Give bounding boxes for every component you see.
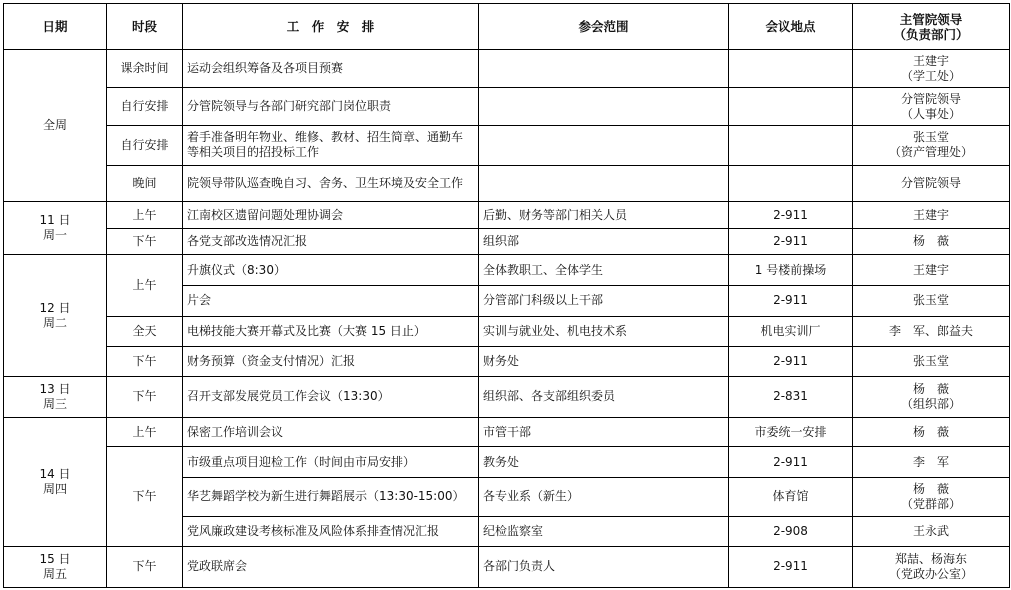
header-period: 时段	[107, 4, 183, 50]
header-work: 工 作 安 排	[183, 4, 479, 50]
date-cell: 14 日 周四	[4, 418, 107, 547]
period-cell: 自行安排	[107, 88, 183, 125]
table-row	[4, 316, 1010, 346]
leader-cell: 王建宇 （学工处）	[853, 50, 1010, 88]
leader-cell: 王永武	[853, 516, 1010, 546]
work-cell: 分管院领导与各部门研究部门岗位职责	[183, 88, 479, 125]
work-cell: 运动会组织筹备及各项目预赛	[183, 50, 479, 88]
work-cell: 片会	[183, 286, 479, 316]
leader-cell: 杨 薇 （组织部）	[853, 376, 1010, 417]
period-cell: 下午	[107, 346, 183, 376]
work-cell: 召开支部发展党员工作会议（13:30）	[183, 376, 479, 417]
work-cell: 保密工作培训会议	[183, 418, 479, 447]
work-cell: 院领导带队巡查晚自习、舍务、卫生环境及安全工作	[183, 165, 479, 201]
period-cell: 自行安排	[107, 125, 183, 165]
location-cell	[729, 125, 853, 165]
location-cell: 2-911	[729, 447, 853, 478]
leader-cell: 李 军	[853, 447, 1010, 478]
work-cell: 市级重点项目迎检工作（时间由市局安排）	[183, 447, 479, 478]
location-cell	[729, 165, 853, 201]
table-row	[4, 376, 1010, 417]
table-row	[4, 50, 1010, 88]
leader-cell: 杨 薇	[853, 418, 1010, 447]
scope-cell: 实训与就业处、机电技术系	[479, 316, 729, 346]
header-row	[4, 4, 1010, 50]
leader-cell: 王建宇	[853, 201, 1010, 228]
location-cell: 2-911	[729, 229, 853, 255]
leader-cell: 杨 薇 （党群部）	[853, 478, 1010, 516]
leader-cell: 郑喆、杨海东 （党政办公室）	[853, 546, 1010, 587]
period-cell: 上午	[107, 255, 183, 316]
location-cell: 2-911	[729, 346, 853, 376]
header-leader-line2: （负责部门）	[893, 26, 969, 42]
scope-cell	[479, 88, 729, 125]
scope-cell	[479, 50, 729, 88]
location-cell: 市委统一安排	[729, 418, 853, 447]
date-cell: 15 日 周五	[4, 546, 107, 587]
scope-cell: 财务处	[479, 346, 729, 376]
table-row	[4, 546, 1010, 587]
location-cell: 2-908	[729, 516, 853, 546]
date-cell: 全周	[4, 50, 107, 202]
period-cell: 全天	[107, 316, 183, 346]
table-row	[4, 255, 1010, 286]
scope-cell: 组织部	[479, 229, 729, 255]
header-scope: 参会范围	[479, 4, 729, 50]
location-cell: 2-911	[729, 546, 853, 587]
work-cell: 电梯技能大赛开幕式及比赛（大赛 15 日止）	[183, 316, 479, 346]
work-cell: 党风廉政建设考核标准及风险体系排查情况汇报	[183, 516, 479, 546]
table-row	[4, 125, 1010, 165]
scope-cell: 组织部、各支部组织委员	[479, 376, 729, 417]
table-row	[4, 346, 1010, 376]
leader-cell: 张玉堂	[853, 286, 1010, 316]
header-leader-line1: 主管院领导	[899, 11, 963, 27]
leader-cell: 分管院领导 （人事处）	[853, 88, 1010, 125]
table-row	[4, 201, 1010, 228]
location-cell	[729, 50, 853, 88]
scope-cell: 分管部门科级以上干部	[479, 286, 729, 316]
header-location: 会议地点	[729, 4, 853, 50]
scope-cell: 市管干部	[479, 418, 729, 447]
scope-cell: 各部门负责人	[479, 546, 729, 587]
header-leader	[853, 4, 1010, 50]
header-date: 日期	[4, 4, 107, 50]
leader-cell: 张玉堂 （资产管理处）	[853, 125, 1010, 165]
period-cell: 晚间	[107, 165, 183, 201]
period-cell: 下午	[107, 447, 183, 546]
leader-cell: 王建宇	[853, 255, 1010, 286]
location-cell: 2-911	[729, 286, 853, 316]
location-cell	[729, 88, 853, 125]
work-cell: 各党支部改选情况汇报	[183, 229, 479, 255]
location-cell: 2-831	[729, 376, 853, 417]
scope-cell	[479, 125, 729, 165]
leader-cell: 李 军、郎益夫	[853, 316, 1010, 346]
period-cell: 下午	[107, 229, 183, 255]
location-cell: 机电实训厂	[729, 316, 853, 346]
schedule-table	[3, 3, 1010, 588]
period-cell: 上午	[107, 418, 183, 447]
table-row	[4, 418, 1010, 447]
work-cell: 着手准备明年物业、维修、教材、招生简章、通勤车等相关项目的招投标工作	[183, 125, 479, 165]
date-cell: 11 日 周一	[4, 201, 107, 254]
period-cell: 课余时间	[107, 50, 183, 88]
period-cell: 下午	[107, 376, 183, 417]
scope-cell: 全体教职工、全体学生	[479, 255, 729, 286]
table-row	[4, 447, 1010, 478]
leader-cell: 张玉堂	[853, 346, 1010, 376]
leader-cell: 杨 薇	[853, 229, 1010, 255]
table-row	[4, 88, 1010, 125]
table-row	[4, 229, 1010, 255]
scope-cell: 教务处	[479, 447, 729, 478]
location-cell: 1 号楼前操场	[729, 255, 853, 286]
work-cell: 江南校区遗留问题处理协调会	[183, 201, 479, 228]
period-cell: 上午	[107, 201, 183, 228]
date-cell: 12 日 周二	[4, 255, 107, 377]
location-cell: 2-911	[729, 201, 853, 228]
scope-cell: 纪检监察室	[479, 516, 729, 546]
table-row	[4, 165, 1010, 201]
location-cell: 体育馆	[729, 478, 853, 516]
work-cell: 升旗仪式（8:30）	[183, 255, 479, 286]
scope-cell	[479, 165, 729, 201]
work-cell: 财务预算（资金支付情况）汇报	[183, 346, 479, 376]
scope-cell: 各专业系（新生）	[479, 478, 729, 516]
leader-cell: 分管院领导	[853, 165, 1010, 201]
work-cell: 华艺舞蹈学校为新生进行舞蹈展示（13:30-15:00）	[183, 478, 479, 516]
period-cell: 下午	[107, 546, 183, 587]
date-cell: 13 日 周三	[4, 376, 107, 417]
work-cell: 党政联席会	[183, 546, 479, 587]
scope-cell: 后勤、财务等部门相关人员	[479, 201, 729, 228]
